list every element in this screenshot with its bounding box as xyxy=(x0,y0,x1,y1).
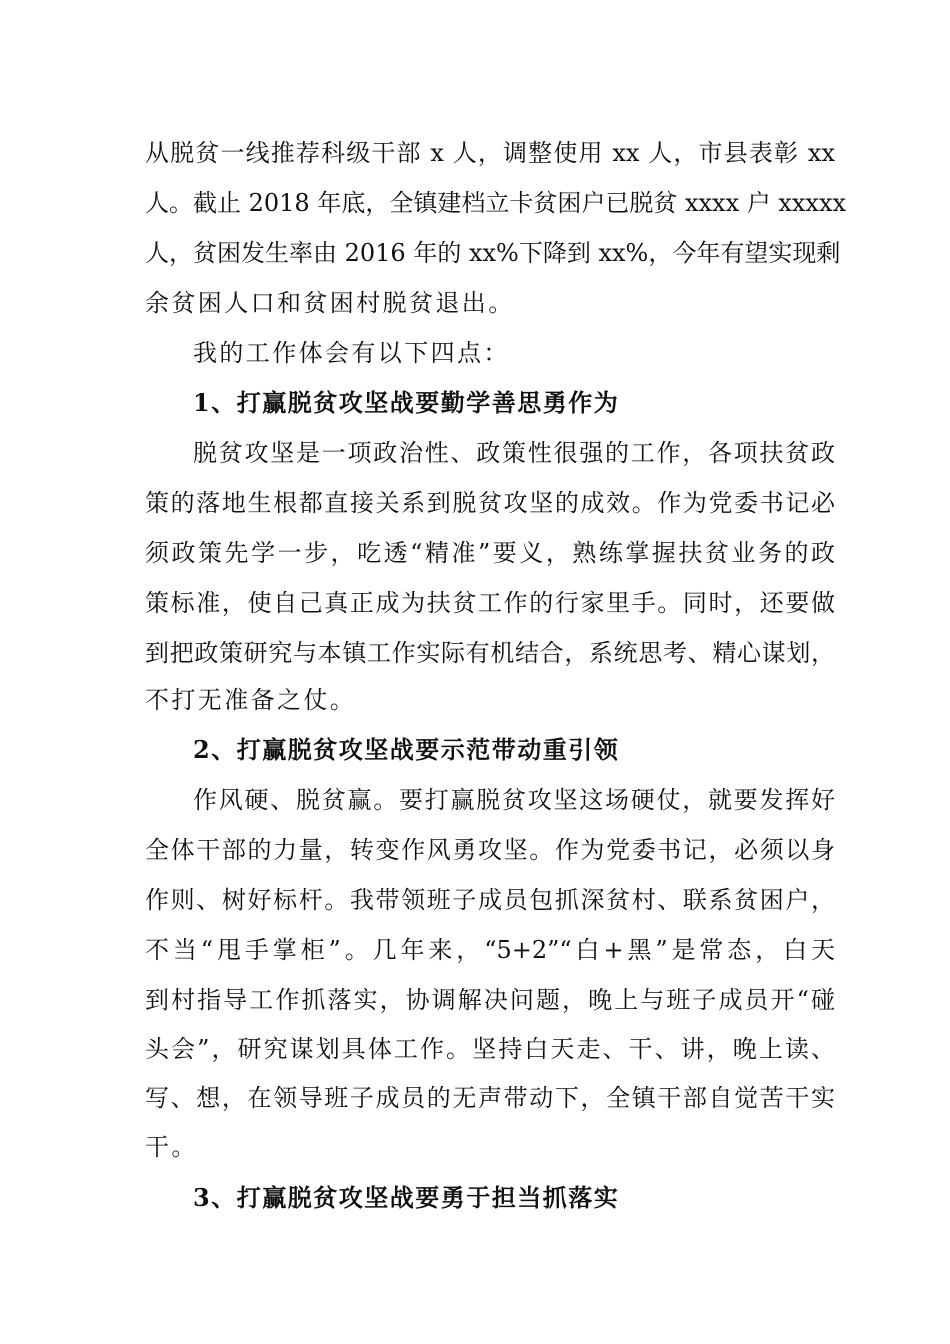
text-line: 不当“甩手掌柜”。几年来，“5+2”“白+黑”是常态，白天 xyxy=(145,936,835,964)
section-heading-1: 1、打赢脱贫攻坚战要勤学善思勇作为 xyxy=(193,388,620,417)
text-line: 人。截止 2018 年底，全镇建档立卡贫困户已脱贫 xxxx 户 xxxxx xyxy=(145,189,847,217)
text-line: 写、想，在领导班子成员的无声带动下，全镇干部自觉苦干实 xyxy=(145,1084,835,1112)
text-line: 从脱贫一线推荐科级干部 x 人，调整使用 xx 人，市县表彰 xx xyxy=(145,139,835,167)
text-line: 脱贫攻坚是一项政治性、政策性很强的工作，各项扶贫政 xyxy=(193,439,835,467)
text-line: 到把政策研究与本镇工作实际有机结合，系统思考、精心谋划， xyxy=(145,639,835,667)
text-line: 我的工作体会有以下四点： xyxy=(193,339,510,367)
text-line: 作风硬、脱贫赢。要打赢脱贫攻坚这场硬仗，就要发挥好 xyxy=(193,786,835,814)
text-line: 头会”，研究谋划具体工作。坚持白天走、干、讲，晚上读、 xyxy=(145,1035,835,1063)
text-line: 到村指导工作抓落实，协调解决问题，晚上与班子成员开“碰 xyxy=(145,986,835,1014)
text-line: 余贫困人口和贫困村脱贫退出。 xyxy=(145,289,515,317)
text-line: 策标准，使自己真正成为扶贫工作的行家里手。同时，还要做 xyxy=(145,589,835,617)
text-line: 不打无准备之仗。 xyxy=(145,686,357,714)
section-heading-2: 2、打赢脱贫攻坚战要示范带动重引领 xyxy=(193,735,620,764)
text-line: 策的落地生根都直接关系到脱贫攻坚的成效。作为党委书记必 xyxy=(145,489,835,517)
text-line: 人，贫困发生率由 2016 年的 xx%下降到 xx%，今年有望实现剩 xyxy=(145,239,841,267)
text-line: 作则、树好标杆。我带领班子成员包抓深贫村、联系贫困户， xyxy=(145,886,835,914)
text-line: 全体干部的力量，转变作风勇攻坚。作为党委书记，必须以身 xyxy=(145,836,835,864)
text-line: 须政策先学一步，吃透“精准”要义，熟练掌握扶贫业务的政 xyxy=(145,539,835,567)
section-heading-3: 3、打赢脱贫攻坚战要勇于担当抓落实 xyxy=(193,1183,620,1212)
text-line: 干。 xyxy=(145,1133,198,1161)
